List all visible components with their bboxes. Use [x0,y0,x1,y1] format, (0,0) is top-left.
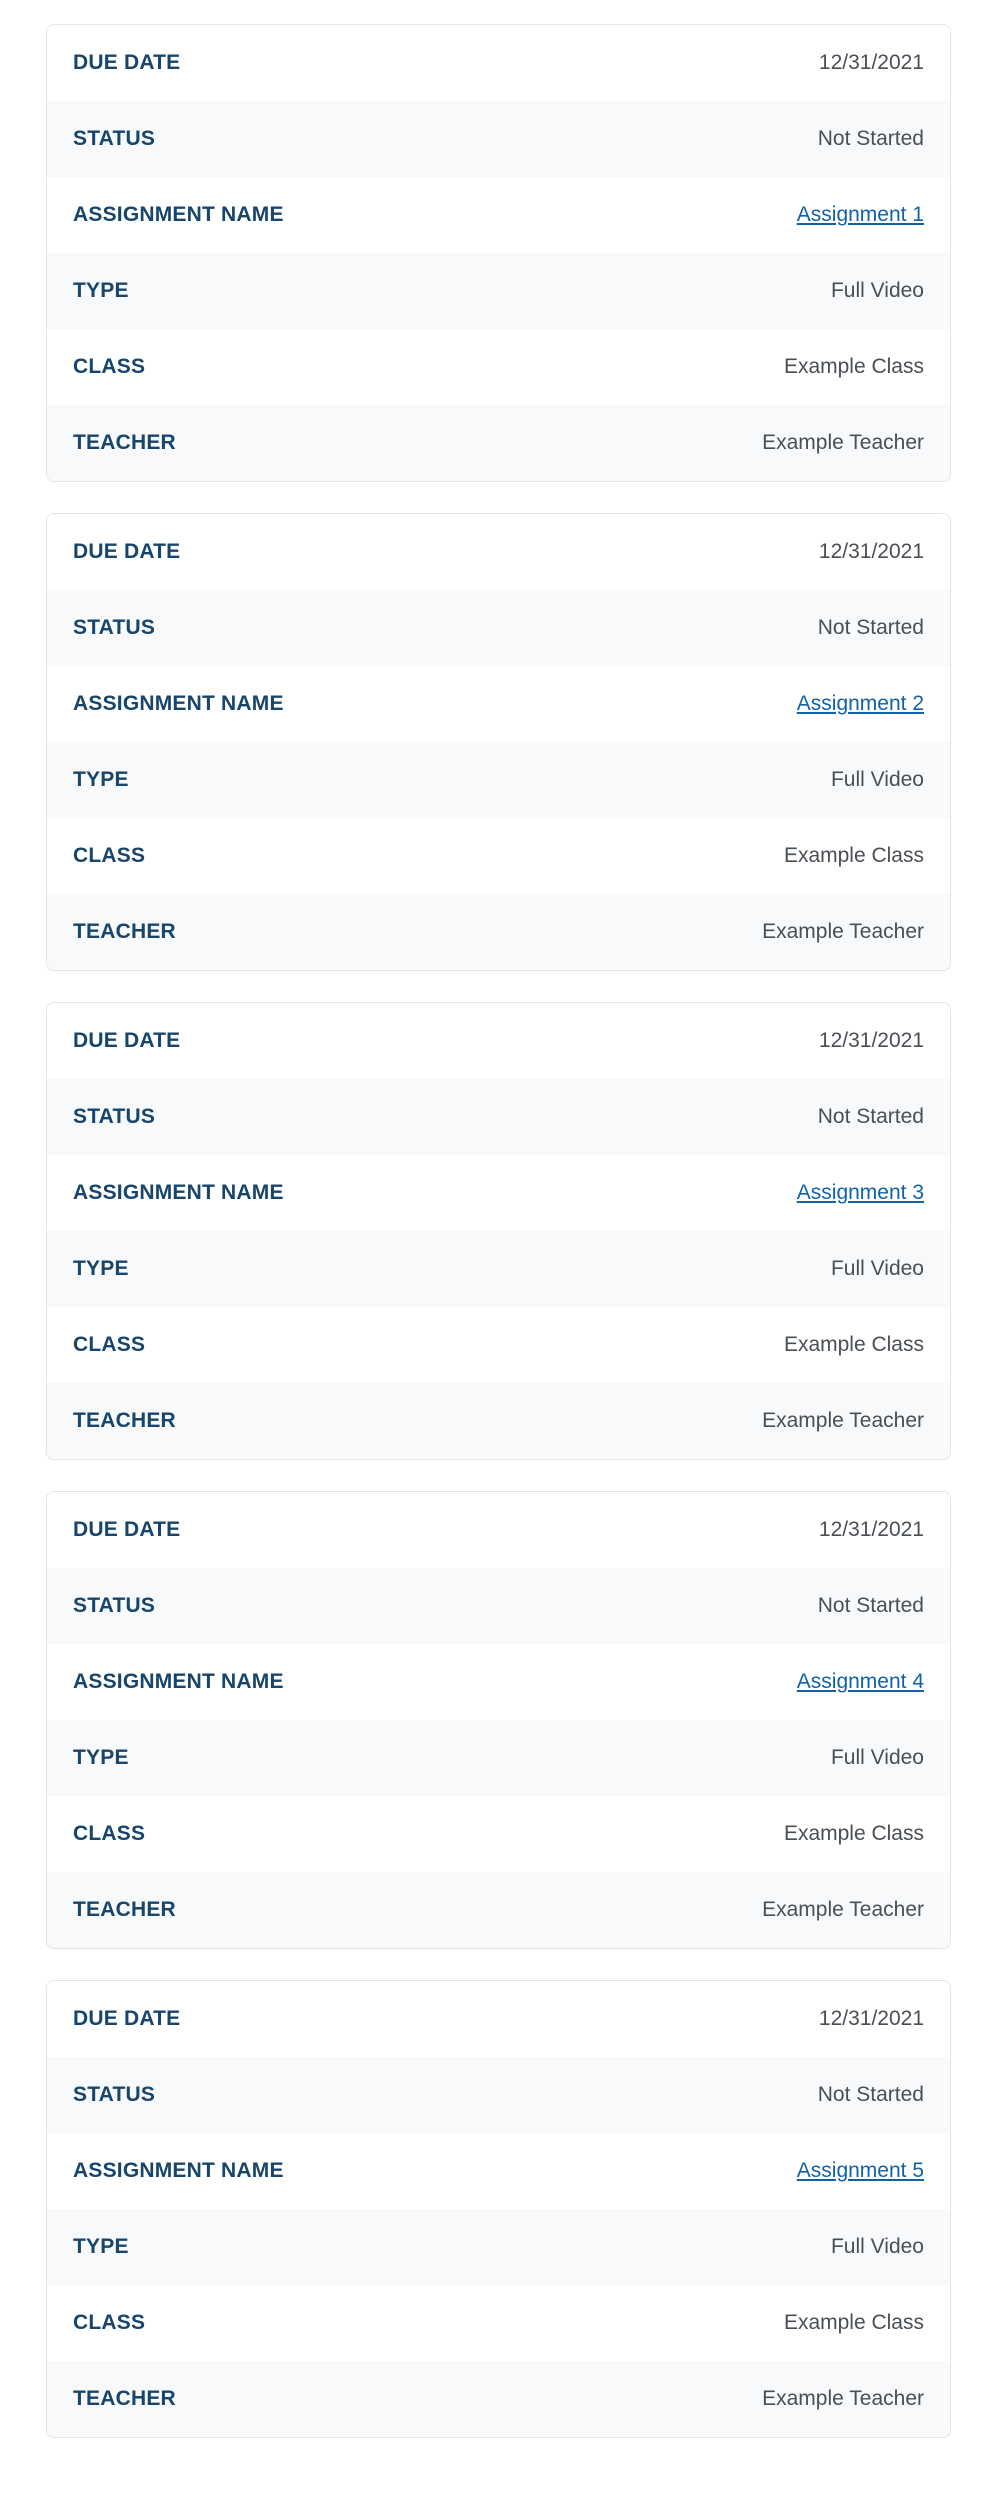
teacher-value: Example Teacher [762,2387,924,2410]
type-row [47,1720,950,1796]
status-label: STATUS [73,1594,156,1617]
due-date-value: 12/31/2021 [818,2007,924,2030]
class-label: CLASS [73,844,146,867]
assignment-name-link[interactable]: Assignment 2 [796,692,924,715]
class-value: Example Class [783,844,924,867]
assignment-card [46,24,951,482]
status-value: Not Started [817,2083,924,2106]
class-value: Example Class [783,355,924,378]
type-label: TYPE [73,768,129,791]
due-date-row [47,25,950,101]
teacher-label: TEACHER [73,431,176,454]
due-date-row [47,1492,950,1568]
due-date-row [47,1003,950,1079]
assignment-name-label: ASSIGNMENT NAME [73,2159,284,2182]
assignment-name-label: ASSIGNMENT NAME [73,203,284,226]
teacher-label: TEACHER [73,1898,176,1921]
status-row [47,1568,950,1644]
assignment-name-row [47,2133,950,2209]
teacher-label: TEACHER [73,2387,176,2410]
assignment-card [46,1002,951,1460]
class-label: CLASS [73,1333,146,1356]
due-date-row [47,514,950,590]
teacher-label: TEACHER [73,1409,176,1432]
teacher-row [47,894,950,970]
status-value: Not Started [817,1105,924,1128]
assignment-card [46,1980,951,2438]
teacher-row [47,1383,950,1459]
due-date-label: DUE DATE [73,540,181,563]
teacher-value: Example Teacher [762,431,924,454]
status-row [47,590,950,666]
teacher-value: Example Teacher [762,920,924,943]
teacher-row [47,1872,950,1948]
assignment-name-row [47,1155,950,1231]
status-label: STATUS [73,616,156,639]
class-value: Example Class [783,1822,924,1845]
status-row [47,1079,950,1155]
status-value: Not Started [817,127,924,150]
class-label: CLASS [73,1822,146,1845]
class-row [47,1796,950,1872]
status-row [47,2057,950,2133]
status-value: Not Started [817,1594,924,1617]
teacher-value: Example Teacher [762,1898,924,1921]
due-date-label: DUE DATE [73,1518,181,1541]
due-date-value: 12/31/2021 [818,540,924,563]
status-label: STATUS [73,127,156,150]
due-date-row [47,1981,950,2057]
assignment-name-row [47,177,950,253]
type-label: TYPE [73,1746,129,1769]
status-label: STATUS [73,1105,156,1128]
class-label: CLASS [73,355,146,378]
assignment-card [46,513,951,971]
status-label: STATUS [73,2083,156,2106]
class-label: CLASS [73,2311,146,2334]
type-value: Full Video [830,279,924,302]
assignment-name-label: ASSIGNMENT NAME [73,692,284,715]
assignment-name-link[interactable]: Assignment 4 [796,1670,924,1693]
class-value: Example Class [783,1333,924,1356]
class-row [47,2285,950,2361]
class-row [47,329,950,405]
assignment-name-link[interactable]: Assignment 3 [796,1181,924,1204]
assignment-name-label: ASSIGNMENT NAME [73,1670,284,1693]
type-label: TYPE [73,1257,129,1280]
teacher-row [47,2361,950,2437]
type-value: Full Video [830,1257,924,1280]
teacher-row [47,405,950,481]
assignment-name-row [47,1644,950,1720]
class-value: Example Class [783,2311,924,2334]
due-date-label: DUE DATE [73,1029,181,1052]
assignment-name-label: ASSIGNMENT NAME [73,1181,284,1204]
type-value: Full Video [830,2235,924,2258]
due-date-value: 12/31/2021 [818,1029,924,1052]
type-value: Full Video [830,768,924,791]
due-date-label: DUE DATE [73,51,181,74]
type-row [47,1231,950,1307]
class-row [47,818,950,894]
class-row [47,1307,950,1383]
assignment-card-list [0,24,997,2438]
due-date-value: 12/31/2021 [818,51,924,74]
assignment-card [46,1491,951,1949]
teacher-label: TEACHER [73,920,176,943]
type-value: Full Video [830,1746,924,1769]
assignment-name-link[interactable]: Assignment 1 [796,203,924,226]
type-label: TYPE [73,2235,129,2258]
assignment-name-link[interactable]: Assignment 5 [796,2159,924,2182]
type-row [47,253,950,329]
due-date-label: DUE DATE [73,2007,181,2030]
type-label: TYPE [73,279,129,302]
status-row [47,101,950,177]
teacher-value: Example Teacher [762,1409,924,1432]
status-value: Not Started [817,616,924,639]
type-row [47,2209,950,2285]
type-row [47,742,950,818]
due-date-value: 12/31/2021 [818,1518,924,1541]
assignment-name-row [47,666,950,742]
